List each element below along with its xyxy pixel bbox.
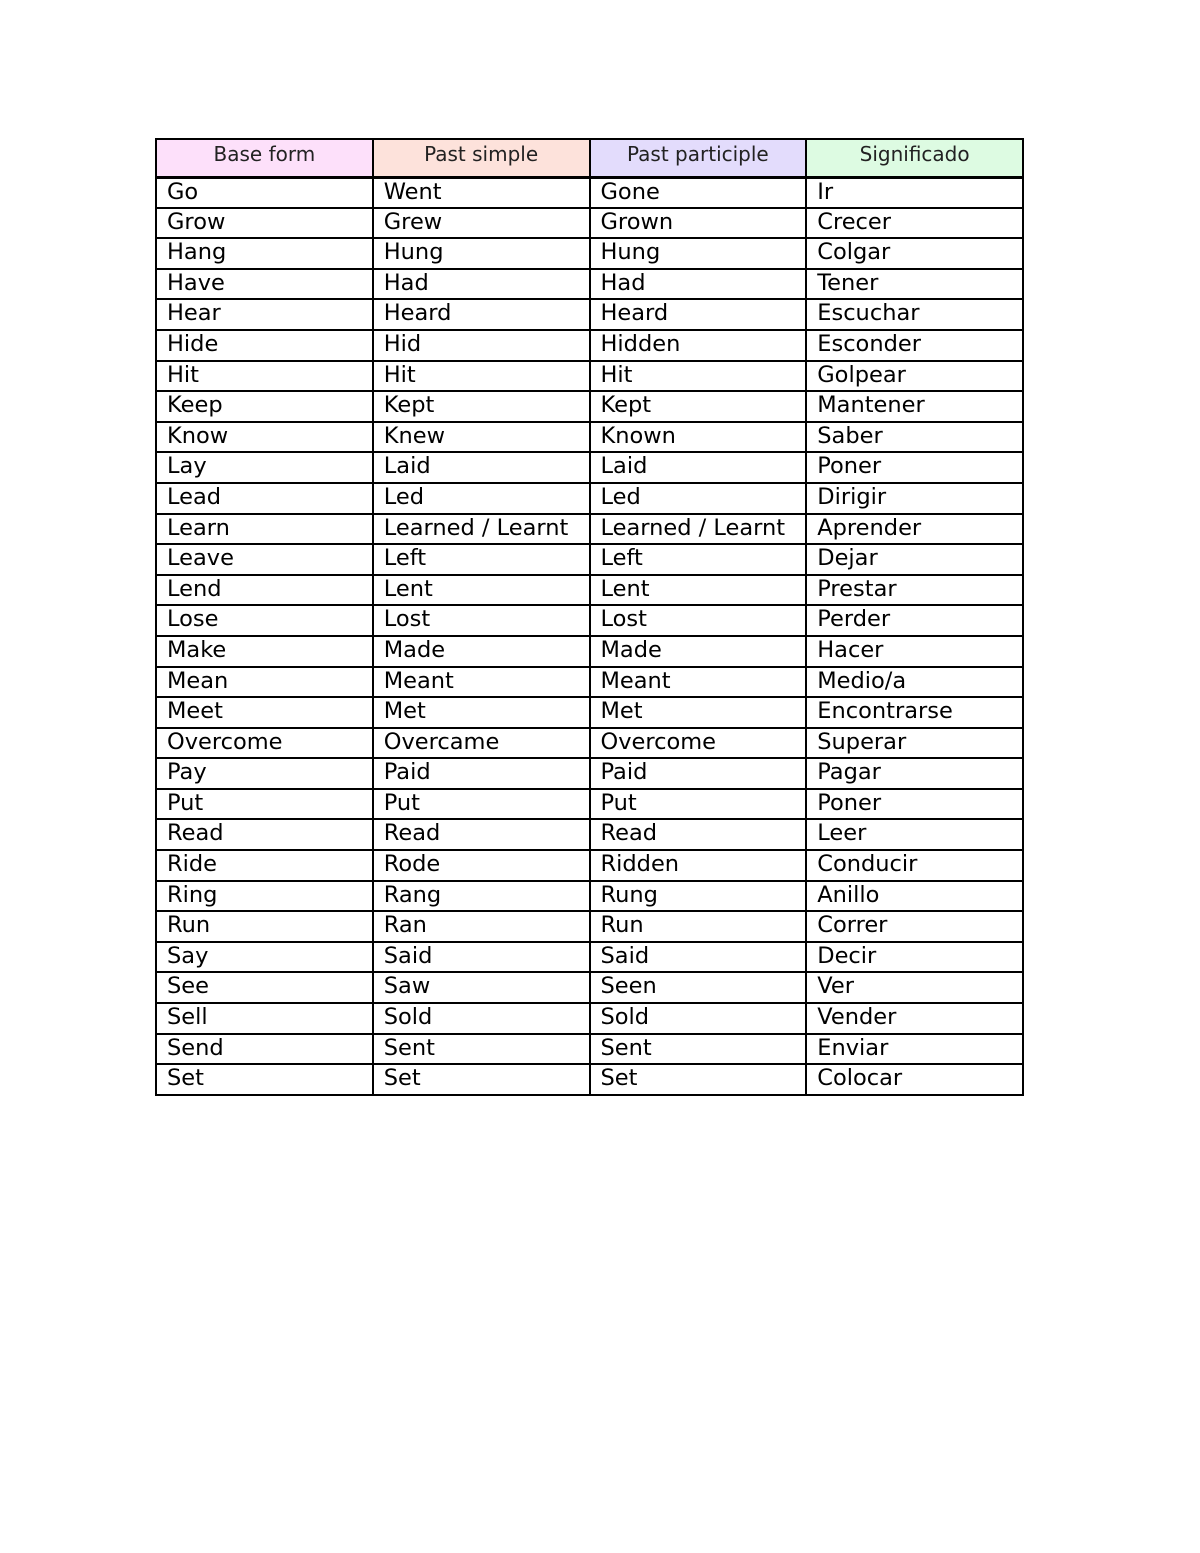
- cell-base-form: Send: [156, 1034, 373, 1065]
- cell-past-participle: Meant: [590, 667, 807, 698]
- cell-base-form: Ring: [156, 881, 373, 912]
- cell-base-form: Say: [156, 942, 373, 973]
- table-row: [156, 911, 1023, 942]
- cell-past-simple: Heard: [373, 299, 590, 330]
- table-row: [156, 697, 1023, 728]
- cell-past-participle: Put: [590, 789, 807, 820]
- cell-past-participle: Sent: [590, 1034, 807, 1065]
- cell-past-simple: Saw: [373, 972, 590, 1003]
- cell-significado: Anillo: [806, 881, 1023, 912]
- cell-past-participle: Kept: [590, 391, 807, 422]
- table-row: [156, 330, 1023, 361]
- cell-past-participle: Lost: [590, 605, 807, 636]
- cell-significado: Mantener: [806, 391, 1023, 422]
- cell-past-simple: Went: [373, 177, 590, 208]
- header-base-form: Base form: [156, 139, 373, 177]
- cell-significado: Crecer: [806, 208, 1023, 239]
- cell-significado: Perder: [806, 605, 1023, 636]
- table-body: [156, 177, 1023, 1095]
- cell-significado: Dirigir: [806, 483, 1023, 514]
- cell-past-simple: Laid: [373, 452, 590, 483]
- cell-past-participle: Rung: [590, 881, 807, 912]
- table-row: [156, 483, 1023, 514]
- cell-past-participle: Gone: [590, 177, 807, 208]
- cell-base-form: Hear: [156, 299, 373, 330]
- cell-base-form: Overcome: [156, 728, 373, 759]
- cell-significado: Saber: [806, 422, 1023, 453]
- cell-past-simple: Sent: [373, 1034, 590, 1065]
- cell-significado: Enviar: [806, 1034, 1023, 1065]
- table-row: [156, 514, 1023, 545]
- table-row: [156, 1003, 1023, 1034]
- cell-significado: Golpear: [806, 361, 1023, 392]
- cell-significado: Ir: [806, 177, 1023, 208]
- cell-significado: Superar: [806, 728, 1023, 759]
- cell-base-form: Meet: [156, 697, 373, 728]
- cell-significado: Pagar: [806, 758, 1023, 789]
- cell-significado: Medio/a: [806, 667, 1023, 698]
- cell-base-form: Go: [156, 177, 373, 208]
- header-past-simple: Past simple: [373, 139, 590, 177]
- table-row: [156, 452, 1023, 483]
- cell-base-form: Grow: [156, 208, 373, 239]
- cell-significado: Tener: [806, 269, 1023, 300]
- cell-past-simple: Set: [373, 1064, 590, 1095]
- cell-past-participle: Laid: [590, 452, 807, 483]
- table-row: [156, 1034, 1023, 1065]
- table-header: [156, 139, 1023, 177]
- table-row: [156, 636, 1023, 667]
- cell-significado: Encontrarse: [806, 697, 1023, 728]
- cell-past-participle: Led: [590, 483, 807, 514]
- cell-significado: Vender: [806, 1003, 1023, 1034]
- cell-past-participle: Made: [590, 636, 807, 667]
- cell-past-simple: Read: [373, 819, 590, 850]
- cell-base-form: Mean: [156, 667, 373, 698]
- cell-significado: Poner: [806, 789, 1023, 820]
- cell-base-form: Hide: [156, 330, 373, 361]
- table-row: [156, 391, 1023, 422]
- cell-past-participle: Learned / Learnt: [590, 514, 807, 545]
- cell-significado: Ver: [806, 972, 1023, 1003]
- cell-past-participle: Grown: [590, 208, 807, 239]
- cell-base-form: Pay: [156, 758, 373, 789]
- cell-base-form: Keep: [156, 391, 373, 422]
- cell-significado: Correr: [806, 911, 1023, 942]
- cell-past-participle: Paid: [590, 758, 807, 789]
- cell-past-participle: Read: [590, 819, 807, 850]
- table-row: [156, 1064, 1023, 1095]
- cell-past-simple: Overcame: [373, 728, 590, 759]
- table-row: [156, 789, 1023, 820]
- cell-base-form: Set: [156, 1064, 373, 1095]
- cell-significado: Escuchar: [806, 299, 1023, 330]
- cell-past-participle: Left: [590, 544, 807, 575]
- cell-significado: Leer: [806, 819, 1023, 850]
- cell-base-form: Lay: [156, 452, 373, 483]
- table-row: [156, 269, 1023, 300]
- cell-past-simple: Meant: [373, 667, 590, 698]
- cell-past-participle: Heard: [590, 299, 807, 330]
- table-row: [156, 544, 1023, 575]
- cell-significado: Esconder: [806, 330, 1023, 361]
- cell-past-participle: Met: [590, 697, 807, 728]
- cell-significado: Colgar: [806, 238, 1023, 269]
- cell-significado: Colocar: [806, 1064, 1023, 1095]
- cell-past-participle: Had: [590, 269, 807, 300]
- table-row: [156, 758, 1023, 789]
- cell-past-participle: Ridden: [590, 850, 807, 881]
- cell-past-simple: Rode: [373, 850, 590, 881]
- table-row: [156, 605, 1023, 636]
- cell-past-simple: Lent: [373, 575, 590, 606]
- cell-past-simple: Met: [373, 697, 590, 728]
- header-row: [156, 139, 1023, 177]
- cell-past-participle: Hit: [590, 361, 807, 392]
- cell-past-participle: Overcome: [590, 728, 807, 759]
- cell-past-simple: Hung: [373, 238, 590, 269]
- cell-past-participle: Run: [590, 911, 807, 942]
- cell-past-participle: Hidden: [590, 330, 807, 361]
- table-row: [156, 728, 1023, 759]
- cell-base-form: Sell: [156, 1003, 373, 1034]
- table-row: [156, 422, 1023, 453]
- cell-significado: Decir: [806, 942, 1023, 973]
- cell-past-participle: Set: [590, 1064, 807, 1095]
- table-row: [156, 667, 1023, 698]
- cell-past-simple: Knew: [373, 422, 590, 453]
- cell-past-simple: Kept: [373, 391, 590, 422]
- cell-past-simple: Led: [373, 483, 590, 514]
- cell-base-form: Learn: [156, 514, 373, 545]
- cell-base-form: Lend: [156, 575, 373, 606]
- irregular-verbs-table: [155, 138, 1024, 1096]
- table-row: [156, 881, 1023, 912]
- cell-base-form: Run: [156, 911, 373, 942]
- cell-past-simple: Learned / Learnt: [373, 514, 590, 545]
- cell-base-form: Know: [156, 422, 373, 453]
- table-row: [156, 177, 1023, 208]
- cell-past-participle: Lent: [590, 575, 807, 606]
- cell-past-simple: Said: [373, 942, 590, 973]
- cell-past-simple: Lost: [373, 605, 590, 636]
- cell-past-participle: Seen: [590, 972, 807, 1003]
- cell-base-form: See: [156, 972, 373, 1003]
- cell-base-form: Lose: [156, 605, 373, 636]
- cell-base-form: Lead: [156, 483, 373, 514]
- cell-past-simple: Left: [373, 544, 590, 575]
- cell-past-simple: Paid: [373, 758, 590, 789]
- table-row: [156, 850, 1023, 881]
- cell-past-simple: Ran: [373, 911, 590, 942]
- cell-base-form: Put: [156, 789, 373, 820]
- header-significado: Significado: [806, 139, 1023, 177]
- cell-past-participle: Said: [590, 942, 807, 973]
- table-row: [156, 819, 1023, 850]
- cell-base-form: Hang: [156, 238, 373, 269]
- cell-base-form: Hit: [156, 361, 373, 392]
- cell-significado: Aprender: [806, 514, 1023, 545]
- cell-significado: Poner: [806, 452, 1023, 483]
- cell-base-form: Have: [156, 269, 373, 300]
- cell-past-simple: Put: [373, 789, 590, 820]
- cell-past-participle: Sold: [590, 1003, 807, 1034]
- table-row: [156, 238, 1023, 269]
- cell-past-simple: Hit: [373, 361, 590, 392]
- cell-significado: Dejar: [806, 544, 1023, 575]
- cell-base-form: Leave: [156, 544, 373, 575]
- table-row: [156, 361, 1023, 392]
- table-row: [156, 299, 1023, 330]
- cell-past-simple: Had: [373, 269, 590, 300]
- cell-past-simple: Hid: [373, 330, 590, 361]
- cell-base-form: Ride: [156, 850, 373, 881]
- cell-past-simple: Grew: [373, 208, 590, 239]
- table-row: [156, 972, 1023, 1003]
- table-row: [156, 575, 1023, 606]
- table-row: [156, 208, 1023, 239]
- header-past-participle: Past participle: [590, 139, 807, 177]
- cell-base-form: Read: [156, 819, 373, 850]
- cell-significado: Conducir: [806, 850, 1023, 881]
- cell-base-form: Make: [156, 636, 373, 667]
- cell-past-participle: Known: [590, 422, 807, 453]
- cell-past-simple: Made: [373, 636, 590, 667]
- cell-significado: Prestar: [806, 575, 1023, 606]
- table-row: [156, 942, 1023, 973]
- cell-past-simple: Rang: [373, 881, 590, 912]
- cell-past-simple: Sold: [373, 1003, 590, 1034]
- cell-significado: Hacer: [806, 636, 1023, 667]
- cell-past-participle: Hung: [590, 238, 807, 269]
